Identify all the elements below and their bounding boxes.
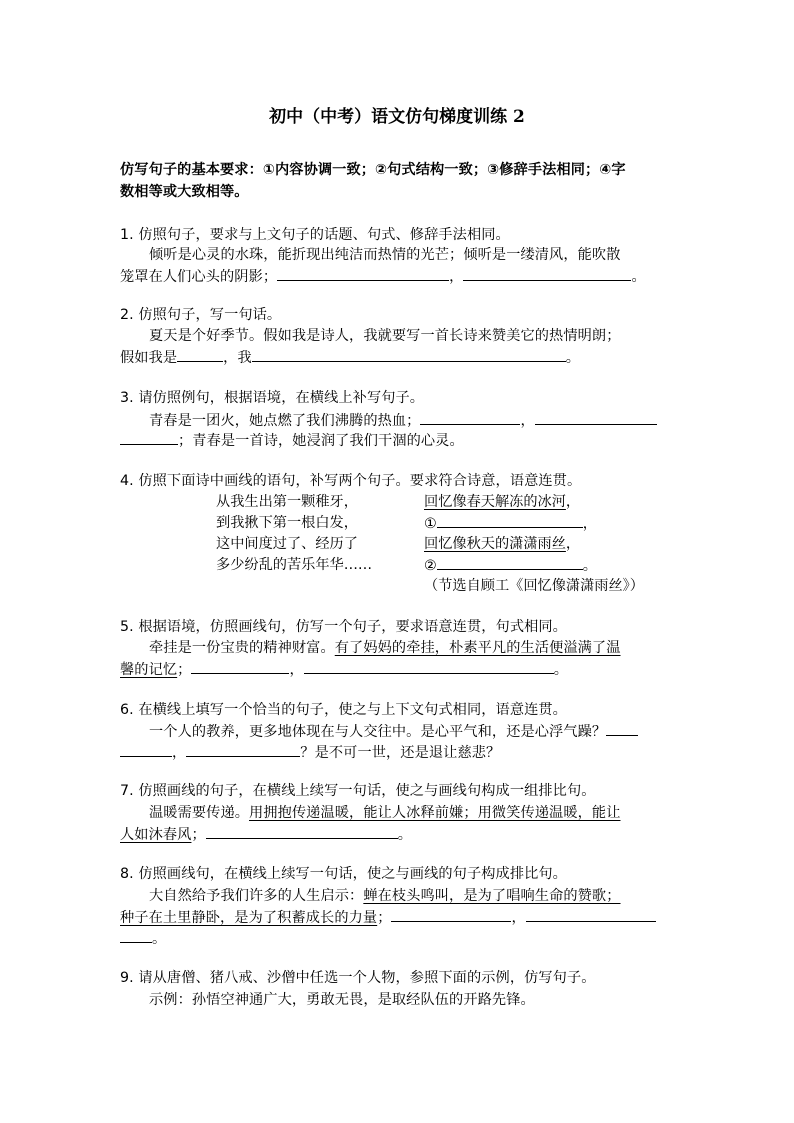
poem-right-2 xyxy=(424,513,597,534)
q6-blank-2[interactable] xyxy=(186,742,300,757)
q8-line-1 xyxy=(149,886,621,906)
q1-line-2 xyxy=(120,266,646,287)
poem-comma-2: ， xyxy=(582,516,597,532)
q5-comma: ， xyxy=(289,662,304,678)
q2-line-2 xyxy=(120,347,580,368)
q3-prompt: 3. 请仿照例句，根据语境，在横线上补写句子。 xyxy=(120,390,425,406)
q5-end: 。 xyxy=(553,662,569,678)
requirements-text: ①内容协调一致；②句式结构一致；③修辞手法相同；④字 xyxy=(262,162,626,178)
q3-blank-2a[interactable] xyxy=(535,410,657,425)
q7-line-1-text: 温暖需要传递。 xyxy=(149,805,250,821)
q7-blank-1[interactable] xyxy=(206,824,398,839)
q6-line-1-text: 一个人的教养，更多地体现在与人交往中。是心平气和，还是心浮气躁？ xyxy=(149,724,607,740)
q1-comma: ， xyxy=(449,269,464,285)
q2-line-1: 夏天是个好季节。假如我是诗人，我就要写一首长诗来赞美它的热情明朗； xyxy=(149,328,621,344)
q2-blank-2[interactable] xyxy=(252,347,566,362)
q2-line-2-text: 假如我是 xyxy=(120,350,178,366)
q6-line-2 xyxy=(120,742,500,763)
q6-line-1 xyxy=(149,721,638,742)
q7-line-1 xyxy=(149,803,621,823)
poem-right-3 xyxy=(424,534,580,554)
q1-blank-2[interactable] xyxy=(463,266,631,281)
q3-comma: ， xyxy=(520,413,535,429)
q7-sep: ； xyxy=(191,827,206,843)
q8-underlined-2: 种子在土里静卧，是为了积蓄成长的力量 xyxy=(120,910,378,926)
poem-comma-3: ， xyxy=(565,536,581,552)
q2-end: 。 xyxy=(565,350,581,366)
q5-blank-1[interactable] xyxy=(191,659,289,674)
poem-underlined-1: 回忆像春天解冻的冰河 xyxy=(424,494,566,510)
q1-end: 。 xyxy=(631,269,646,285)
q8-line-3 xyxy=(120,928,166,949)
poem-right-4 xyxy=(424,555,597,576)
q4-prompt: 4. 仿照下面诗中画线的语句，补写两个句子。要求符合诗意，语意连贯。 xyxy=(120,473,582,489)
q3-line-2-text: ；青春是一首诗，她浸润了我们干涸的心灵。 xyxy=(178,433,464,449)
q3-blank-1[interactable] xyxy=(420,410,520,425)
q8-blank-1[interactable] xyxy=(391,907,511,922)
requirements-line-1 xyxy=(120,160,626,180)
q5-underlined-1: 有了妈妈的牵挂，朴素平凡的生活便溢满了温 xyxy=(334,640,621,656)
q7-prompt: 7. 仿照画线的句子，在横线上续写一句话，使之与画线句构成一组排比句。 xyxy=(120,783,596,799)
q6-line-2-text: ？是不可一世，还是退让慈悲？ xyxy=(300,745,501,761)
poem-comma-1: ， xyxy=(565,494,581,510)
q8-line-2 xyxy=(120,907,656,928)
page-title: 初中（中考）语文仿句梯度训练 2 xyxy=(269,107,525,127)
q8-underlined-1: 蝉在枝头鸣叫，是为了唱响生命的赞歌； xyxy=(363,888,621,904)
q9-example: 示例：孙悟空神通广大，勇敢无畏，是取经队伍的开路先锋。 xyxy=(149,992,535,1008)
poem-line-2: 到我揪下第一根白发， xyxy=(216,515,358,531)
q3-line-1 xyxy=(149,410,657,431)
requirements-label: 仿写句子的基本要求： xyxy=(120,162,263,178)
poem-underlined-2: 回忆像秋天的潇潇雨丝 xyxy=(424,536,566,552)
q1-line-1: 倾听是心灵的水珠，能折现出纯洁而热情的光芒；倾听是一缕清风，能吹散 xyxy=(149,247,621,263)
q7-underlined-2: 人如沐春风 xyxy=(120,827,192,843)
q8-comma: ， xyxy=(511,910,526,926)
poem-marker-1: ① xyxy=(424,516,437,532)
q9-prompt: 9. 请从唐僧、猪八戒、沙僧中任选一个人物，参照下面的示例，仿写句子。 xyxy=(120,970,596,986)
requirements-line-2: 数相等或大致相等。 xyxy=(120,184,249,200)
q7-underlined-1: 用拥抱传递温暖，能让人冰释前嫌；用微笑传递温暖，能让 xyxy=(249,805,621,821)
q6-blank-1a[interactable] xyxy=(606,721,638,736)
q5-sep: ； xyxy=(177,662,192,678)
q1-line-2-text: 笼罩在人们心头的阴影； xyxy=(120,269,278,285)
q4-blank-1[interactable] xyxy=(437,513,583,528)
q8-line-1-text: 大自然给予我们许多的人生启示： xyxy=(149,888,364,904)
q1-blank-1[interactable] xyxy=(277,266,449,281)
q8-prompt: 8. 仿照画线句，在横线上续写一句话，使之与画线的句子构成排比句。 xyxy=(120,866,567,882)
q5-blank-2[interactable] xyxy=(304,659,554,674)
q8-blank-2b[interactable] xyxy=(120,928,152,943)
q5-line-1-text: 牵挂是一份宝贵的精神财富。 xyxy=(149,640,335,656)
q8-blank-2a[interactable] xyxy=(526,907,656,922)
q2-blank-1[interactable] xyxy=(177,347,223,362)
q8-sep: ； xyxy=(377,910,392,926)
poem-line-3: 这中间度过了、经历了 xyxy=(216,536,358,552)
poem-source: （节选自顾工《回忆像潇潇雨丝》） xyxy=(424,578,644,594)
poem-line-4: 多少纷乱的苦乐年华…… xyxy=(216,557,373,573)
q5-line-2 xyxy=(120,659,568,680)
q3-blank-2b[interactable] xyxy=(120,430,178,445)
poem-right-1 xyxy=(424,492,580,512)
poem-marker-2: ② xyxy=(424,558,437,574)
poem-end: 。 xyxy=(582,558,597,574)
q6-prompt: 6. 在横线上填写一个恰当的句子，使之与上下文句式相同，语意连贯。 xyxy=(120,702,567,718)
q3-line-1-text: 青春是一团火，她点燃了我们沸腾的热血； xyxy=(149,413,421,429)
q7-line-2 xyxy=(120,824,412,845)
q6-comma: ， xyxy=(172,745,187,761)
q4-blank-2[interactable] xyxy=(437,555,583,570)
q5-prompt: 5. 根据语境，仿照画线句，仿写一个句子，要求语意连贯，句式相同。 xyxy=(120,619,567,635)
q7-end: 。 xyxy=(397,827,413,843)
q3-line-2 xyxy=(120,430,464,451)
q8-end: 。 xyxy=(152,931,167,947)
q2-line-2-text-b: ，我 xyxy=(223,350,252,366)
q5-line-1 xyxy=(149,638,621,658)
q2-prompt: 2. 仿照句子，写一句话。 xyxy=(120,307,282,323)
q6-blank-1b[interactable] xyxy=(120,742,172,757)
q5-underlined-2: 馨的记忆 xyxy=(120,662,178,678)
poem-line-1: 从我生出第一颗稚牙， xyxy=(216,494,358,510)
q1-prompt: 1. 仿照句子，要求与上文句子的话题、句式、修辞手法相同。 xyxy=(120,227,510,243)
